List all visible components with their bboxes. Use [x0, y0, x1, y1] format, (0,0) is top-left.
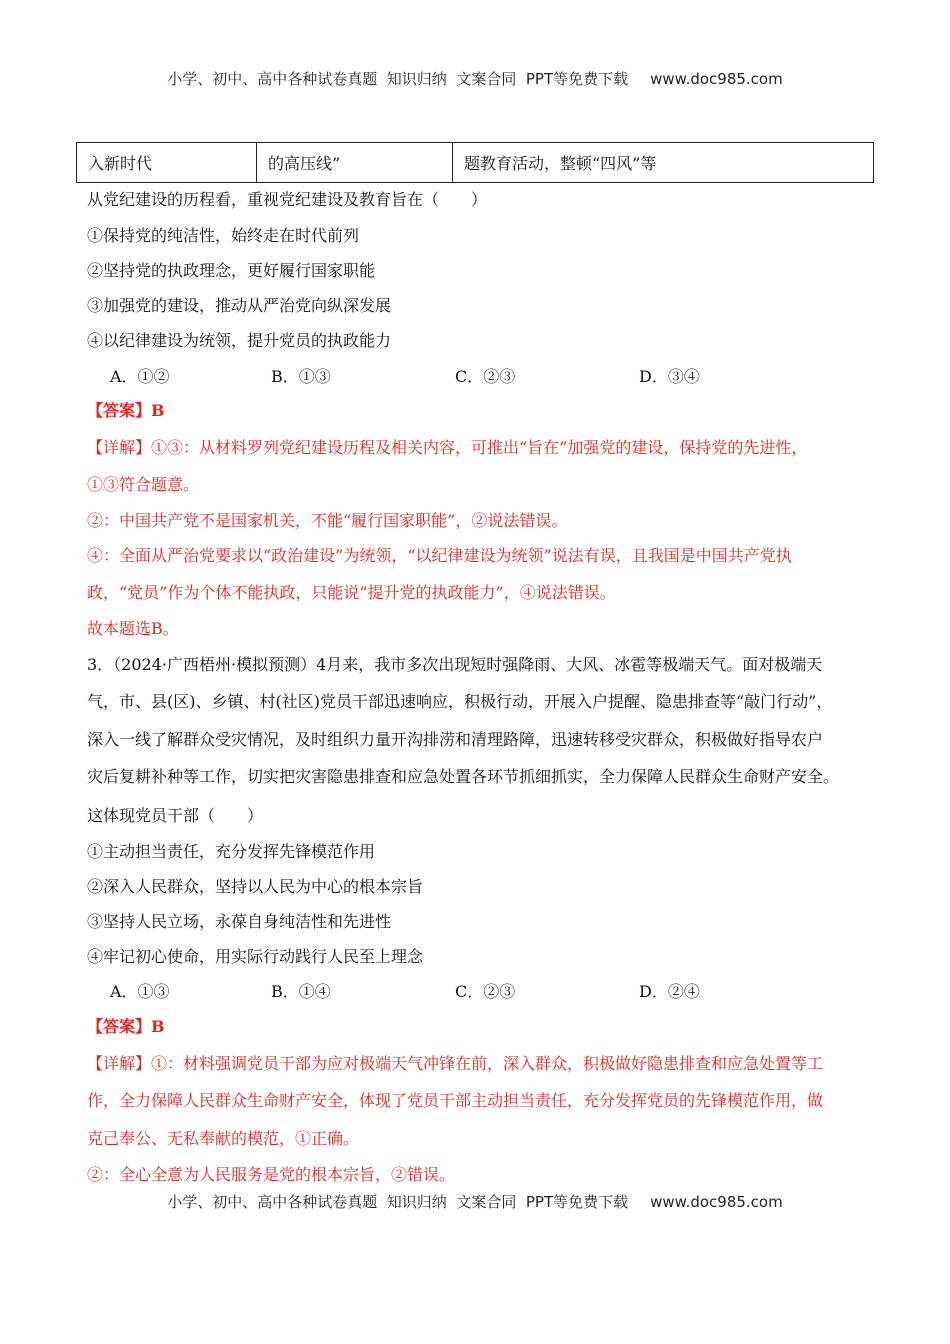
q2-detail-line: 故本题选B。	[87, 619, 179, 638]
q3-answer: 【答案】B	[87, 1017, 165, 1036]
policy-table	[76, 142, 874, 183]
q2-option-a: A．①②	[110, 367, 170, 386]
q3-option-c: C．②③	[455, 982, 516, 1001]
q2-item-3: ③加强党的建设，推动从严治党向纵深发展	[87, 296, 392, 315]
table-cell: 的高压线”	[257, 143, 453, 183]
q3-stem-line: 气，市、县(区)、乡镇、村(社区)党员干部迅速响应，积极行动，开展入户提醒、隐患排查等“敲门行动”，	[87, 692, 833, 711]
q3-detail-line: 【详解】①：材料强调党员干部为应对极端天气冲锋在前，深入群众，积极做好隐患排查和应急处置等工	[87, 1054, 824, 1073]
footer-url[interactable]: www.doc985.com	[650, 1193, 783, 1211]
q3-item-2: ②深入人民群众，坚持以人民为中心的根本宗旨	[87, 877, 424, 896]
page-header	[0, 68, 950, 89]
q2-answer: 【答案】B	[87, 401, 165, 420]
q2-detail-line: 【详解】①③：从材料罗列党纪建设历程及相关内容，可推出“旨在”加强党的建设，保持党的先进性，	[87, 438, 808, 457]
q2-item-2: ②坚持党的执政理念，更好履行国家职能	[87, 261, 376, 280]
header-text: 小学、初中、高中各种试卷真题 知识归纳 文案合同 PPT等免费下载	[167, 70, 629, 88]
q3-detail-line: ②：全心全意为人民服务是党的根本宗旨，②错误。	[87, 1165, 456, 1184]
q2-item-1: ①保持党的纯洁性，始终走在时代前列	[87, 226, 360, 245]
q3-item-1: ①主动担当责任，充分发挥先锋模范作用	[87, 842, 376, 861]
header-url[interactable]: www.doc985.com	[650, 70, 783, 88]
footer-text: 小学、初中、高中各种试卷真题 知识归纳 文案合同 PPT等免费下载	[167, 1193, 629, 1211]
q2-stem: 从党纪建设的历程看，重视党纪建设及教育旨在（ ）	[87, 190, 488, 209]
q3-item-4: ④牢记初心使命，用实际行动践行人民至上理念	[87, 947, 424, 966]
q2-detail-line: ②：中国共产党不是国家机关，不能“履行国家职能”，②说法错误。	[87, 511, 568, 530]
q3-option-a: A．①③	[110, 982, 170, 1001]
q3-item-3: ③坚持人民立场，永葆自身纯洁性和先进性	[87, 912, 392, 931]
q3-option-b: B．①④	[271, 982, 331, 1001]
table-cell: 入新时代	[77, 143, 257, 183]
q3-detail-line: 作，全力保障人民群众生命财产安全，体现了党员干部主动担当责任，充分发挥党员的先锋模范作用，做	[87, 1091, 824, 1110]
q3-stem-line: 这体现党员干部（ ）	[87, 806, 264, 825]
q2-option-c: C．②③	[455, 367, 516, 386]
q3-stem-line: 3．（2024·广西梧州·模拟预测）4月来，我市多次出现短时强降雨、大风、冰雹等极端天气。面对极端天	[87, 655, 823, 674]
q2-detail-line: 政，“党员”作为个体不能执政，只能说“提升党的执政能力”，④说法错误。	[87, 583, 616, 602]
q2-detail-line: ①③符合题意。	[87, 475, 200, 494]
page-footer	[0, 1191, 950, 1212]
q3-option-d: D．②④	[639, 982, 700, 1001]
q3-stem-line: 深入一线了解群众受灾情况，及时组织力量开沟排涝和清理路障，迅速转移受灾群众，积极做好指导农户	[87, 730, 824, 749]
q2-item-4: ④以纪律建设为统领，提升党员的执政能力	[87, 331, 392, 350]
q2-option-d: D．③④	[639, 367, 700, 386]
q3-stem-line: 灾后复耕补种等工作，切实把灾害隐患排查和应急处置各环节抓细抓实，全力保障人民群众生命财产安全。	[87, 767, 840, 786]
q2-option-b: B．①③	[271, 367, 331, 386]
q3-detail-line: 克己奉公、无私奉献的模范，①正确。	[87, 1129, 360, 1148]
table-row	[77, 143, 874, 183]
table-cell: 题教育活动，整顿“四风”等	[453, 143, 874, 183]
q2-detail-line: ④：全面从严治党要求以“政治建设”为统领，“以纪律建设为统领”说法有误，且我国是中国共产党执	[87, 546, 792, 565]
